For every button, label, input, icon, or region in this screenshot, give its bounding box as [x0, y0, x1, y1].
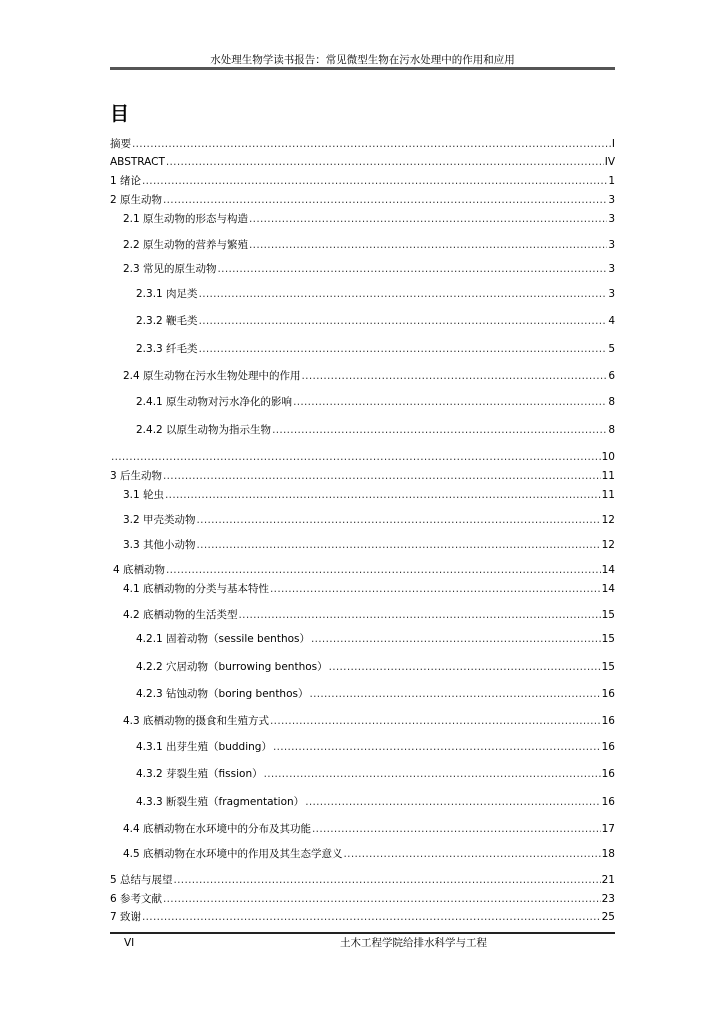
toc-entry[interactable] [110, 174, 615, 188]
toc-entry[interactable] [136, 740, 615, 754]
toc-entry-leader [239, 608, 601, 622]
toc-entry-title: 4.3.1 出芽生殖（budding） [136, 741, 272, 753]
toc-entry-leader [305, 795, 600, 809]
toc-entry-title: 4.2 底栖动物的生活类型 [123, 609, 238, 621]
toc-entry-leader [302, 369, 608, 383]
toc-entry-title: 3.3 其他小动物 [123, 539, 196, 551]
toc-entry-title: 4 底栖动物 [113, 564, 166, 576]
toc-entry-title: 6 参考文献 [110, 893, 163, 905]
toc-entry-leader [166, 563, 601, 577]
toc-entry-leader [199, 342, 608, 356]
toc-entry[interactable] [136, 287, 615, 301]
toc-heading: 目 [110, 103, 130, 125]
footer-institution: 土木工程学院给排水科学与工程 [340, 937, 487, 949]
toc-entry-page: I [611, 138, 615, 150]
toc-entry-title: 2 原生动物 [110, 194, 163, 206]
toc-entry[interactable] [110, 155, 615, 169]
toc-entry[interactable] [136, 423, 615, 437]
toc-entry-title: 2.2 原生动物的营养与繁殖 [123, 239, 249, 251]
toc-entry[interactable] [136, 795, 615, 809]
toc-entry-page: 3 [608, 194, 615, 206]
toc-entry[interactable] [123, 262, 615, 276]
toc-entry[interactable] [123, 847, 615, 861]
toc-entry-leader [197, 538, 601, 552]
toc-entry-leader [111, 450, 601, 464]
footer-divider [110, 932, 615, 934]
toc-entry-title: 3.2 甲壳类动物 [123, 514, 196, 526]
toc-entry-title: 7 致谢 [110, 911, 142, 923]
toc-entry-leader [197, 513, 601, 527]
toc-entry-page: 10 [601, 451, 615, 463]
toc-entry-leader [249, 238, 607, 252]
toc-entry[interactable] [136, 395, 615, 409]
toc-entry-page: 14 [601, 564, 615, 576]
toc-entry-title: 4.3 底栖动物的摄食和生殖方式 [123, 715, 270, 727]
toc-entry[interactable] [136, 342, 615, 356]
toc-entry-page: 15 [601, 633, 615, 645]
toc-entry-title: 2.1 原生动物的形态与构造 [123, 213, 249, 225]
toc-entry-leader [163, 469, 601, 483]
toc-entry-page: 11 [601, 489, 615, 501]
toc-entry-page: 8 [608, 396, 615, 408]
toc-entry[interactable] [123, 608, 615, 622]
toc-entry-page: IV [604, 156, 615, 168]
toc-entry-page: 17 [601, 823, 615, 835]
toc-entry-title: 3.1 轮虫 [123, 489, 165, 501]
toc-entry-page: 1 [608, 175, 615, 187]
toc-entry[interactable] [136, 660, 615, 674]
toc-entry-page: 23 [601, 893, 615, 905]
toc-entry-page: 25 [601, 911, 615, 923]
toc-entry-leader [270, 714, 601, 728]
toc-entry-page: 16 [601, 715, 615, 727]
toc-entry-page: 16 [601, 796, 615, 808]
toc-entry-title: 2.4.2 以原生动物为指示生物 [136, 424, 272, 436]
toc-entry-leader [249, 212, 607, 226]
toc-entry[interactable] [123, 582, 615, 596]
toc-entry-title: 2.4 原生动物在污水生物处理中的作用 [123, 370, 301, 382]
toc-entry-leader [309, 687, 600, 701]
toc-entry-title: 摘要 [110, 138, 131, 150]
toc-entry-leader [163, 193, 607, 207]
toc-entry-leader [174, 873, 601, 887]
toc-entry-leader [163, 892, 601, 906]
toc-entry-title: 2.4.1 原生动物对污水净化的影响 [136, 396, 293, 408]
toc-entry-page: 6 [608, 370, 615, 382]
toc-entry[interactable] [123, 369, 615, 383]
toc-entry[interactable] [123, 513, 615, 527]
toc-entry[interactable] [136, 687, 615, 701]
toc-entry-leader [264, 767, 601, 781]
toc-entry[interactable] [123, 714, 615, 728]
toc-entry-leader [199, 287, 608, 301]
toc-entry[interactable] [136, 314, 615, 328]
toc-entry-title: 4.4 底栖动物在水环境中的分布及其功能 [123, 823, 312, 835]
toc-entry-page: 5 [608, 343, 615, 355]
toc-entry-leader [142, 174, 607, 188]
footer-page-number: VI [124, 937, 135, 949]
toc-entry-title: 3 后生动物 [110, 470, 163, 482]
toc-entry-title: 4.2.3 钻蚀动物（boring benthos） [136, 688, 309, 700]
toc-entry-title: 4.2.2 穴居动物（burrowing benthos） [136, 661, 328, 673]
toc-entry-title: 4.2.1 固着动物（sessile benthos） [136, 633, 311, 645]
toc-entry[interactable] [123, 488, 615, 502]
toc-entry-page: 8 [608, 424, 615, 436]
toc-entry-title: 1 绪论 [110, 175, 142, 187]
toc-entry-leader [273, 740, 601, 754]
toc-entry-page: 12 [601, 539, 615, 551]
toc-entry-page: 11 [601, 470, 615, 482]
toc-entry-leader [272, 423, 607, 437]
toc-entry-title: 5 总结与展望 [110, 874, 173, 886]
toc-entry-leader [270, 582, 601, 596]
toc-entry[interactable] [110, 469, 615, 483]
toc-entry-page: 3 [608, 239, 615, 251]
toc-entry-title: 2.3.1 肉足类 [136, 288, 198, 300]
toc-entry-page: 21 [601, 874, 615, 886]
toc-entry[interactable] [110, 892, 615, 906]
toc-entry-page: 14 [601, 583, 615, 595]
toc-entry-leader [199, 314, 608, 328]
toc-entry-title: ABSTRACT [110, 156, 165, 168]
toc-entry-leader [312, 822, 601, 836]
toc-entry-page: 15 [601, 609, 615, 621]
toc-entry-leader [329, 660, 601, 674]
toc-entry-leader [293, 395, 607, 409]
toc-entry[interactable] [123, 238, 615, 252]
toc-entry[interactable] [136, 632, 615, 646]
toc-entry-leader [165, 488, 601, 502]
toc-entry-page: 15 [601, 661, 615, 673]
toc-entry[interactable] [123, 538, 615, 552]
toc-entry[interactable] [113, 563, 615, 577]
running-header-title: 水处理生物学读书报告：常见微型生物在污水处理中的作用和应用 [210, 54, 515, 66]
toc-entry-title: 2.3.2 鞭毛类 [136, 315, 198, 327]
toc-entry-page: 3 [608, 288, 615, 300]
toc-entry-page: 16 [601, 768, 615, 780]
toc-entry-page: 18 [601, 848, 615, 860]
toc-entry-title: 4.3.2 芽裂生殖（fission） [136, 768, 263, 780]
toc-entry-leader [218, 262, 608, 276]
toc-entry-title: 4.3.3 断裂生殖（fragmentation） [136, 796, 305, 808]
toc-entry-title: 4.1 底栖动物的分类与基本特性 [123, 583, 270, 595]
toc-entry[interactable] [110, 873, 615, 887]
toc-entry[interactable] [123, 822, 615, 836]
toc-entry-leader [344, 847, 601, 861]
toc-entry[interactable] [123, 212, 615, 226]
toc-entry[interactable] [110, 193, 615, 207]
toc-entry-page: 4 [608, 315, 615, 327]
toc-entry-title: 2.3.3 纤毛类 [136, 343, 198, 355]
toc-entry-page: 16 [601, 741, 615, 753]
toc-entry-leader [132, 137, 611, 151]
toc-entry-page: 3 [608, 213, 615, 225]
toc-entry-leader [166, 155, 604, 169]
toc-entry-page: 3 [608, 263, 615, 275]
toc-entry-title: 2.3 常见的原生动物 [123, 263, 217, 275]
toc-entry[interactable] [110, 450, 615, 464]
toc-entry-page: 12 [601, 514, 615, 526]
toc-entry[interactable] [110, 910, 615, 924]
toc-entry-leader [142, 910, 601, 924]
toc-entry[interactable] [110, 137, 615, 151]
toc-entry-page: 16 [601, 688, 615, 700]
toc-entry[interactable] [136, 767, 615, 781]
toc-entry-leader [311, 632, 601, 646]
toc-entry-title: 4.5 底栖动物在水环境中的作用及其生态学意义 [123, 848, 343, 860]
